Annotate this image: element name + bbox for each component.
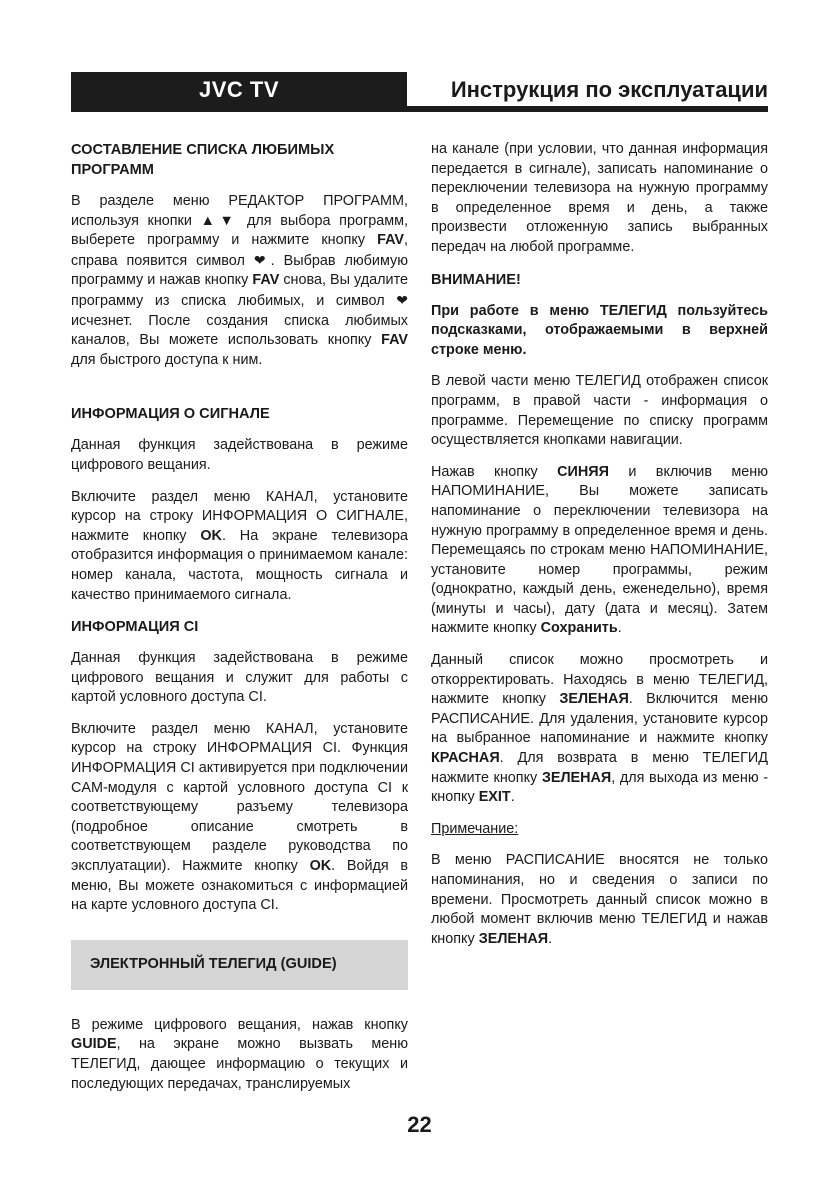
section-heading-guide: ЭЛЕКТРОННЫЙ ТЕЛЕГИД (GUIDE) [71,940,408,990]
favorites-paragraph: В разделе меню РЕДАКТОР ПРОГРАММ, используя кнопки ▲▼ для выбора программ, выберете программу и нажмите кнопку FAV, справа появится символ ❤. Выбрав любимую программу и нажав кнопку FAV снова, Вы удалите программу из списка любимых, и символ ❤ исчезнет. После создания списка любимых каналов, Вы можете использовать кнопку FAV для быстрого доступа к ним. [71,193,409,368]
reminder-paragraph: Нажав кнопку СИНЯЯ и включив меню НАПОМИНАНИЕ, Вы можете записать напоминание о переключении телевизора на нужную программу в определенное время и день. Перемещаясь по строкам меню НАПОМИНАНИЕ, установите номер программы, режим (однократно, каждый день, еженедельно), время (минуты и часы), дату (дата и месяц). Затем нажмите кнопку Сохранить. [431,463,768,637]
key-guide: GUIDE [71,1036,117,1053]
guide-continuation-paragraph: на канале (при условии, что данная информация передается в сигнале), записать напоминание о переключении телевизора на нужную программу в определенное время и день, а также произвести отложенную запись выбранных передач на любой программе. [431,141,768,255]
heart-icon: ❤ [396,291,408,308]
note-paragraph: В меню РАСПИСАНИЕ вносятся не только напоминания, но и сведения о записи по времени. Просмотреть данный список можно в любой момент включив меню ТЕЛЕГИД и нажав кнопку ЗЕЛЕНАЯ. [431,852,768,947]
key-fav: FAV [381,332,408,349]
section-heading-ci: ИНФОРМАЦИЯ CI [71,619,199,636]
guide-paragraph: В режиме цифрового вещания, нажав кнопку GUIDE, на экране можно вызвать меню ТЕЛЕГИД, дающее информацию о текущих и последующих передачах, транслируемых [71,1016,408,1092]
key-green: ЗЕЛЕНАЯ [478,930,549,947]
key-green: ЗЕЛЕНАЯ [541,769,612,786]
note-label: Примечание: [431,820,519,837]
signal-paragraph-2: Включите раздел меню КАНАЛ, установите курсор на строку ИНФОРМАЦИЯ О СИГНАЛЕ, нажмите кнопку OK. На экране телевизора отобразится информация о принимаемом канале: номер канала, частота, мощность сигнала и качество принимаемого сигнала. [71,488,408,603]
signal-paragraph-1: Данная функция задействована в режиме цифрового вещания. [71,437,408,473]
brand-title: JVC TV [71,72,407,112]
schedule-paragraph: Данный список можно просмотреть и откорректировать. Находясь в меню ТЕЛЕГИД, нажмите кнопку ЗЕЛЕНАЯ. Включится меню РАСПИСАНИЕ. Для удаления, установите курсор на выбранное напоминание и нажмите кнопку КРАСНАЯ. Для возврата в меню ТЕЛЕГИД нажмите кнопку ЗЕЛЕНАЯ, для выхода из меню - кнопку EXIT. [431,652,769,806]
warning-heading: ВНИМАНИЕ! [431,271,521,288]
key-ok: OK [309,858,332,875]
arrow-up-down-icon: ▲▼ [200,212,239,229]
section-heading-signal: ИНФОРМАЦИЯ О СИГНАЛЕ [71,406,270,423]
key-red: КРАСНАЯ [431,750,500,767]
program-list-paragraph: В левой части меню ТЕЛЕГИД отображен список программ, в правой части - информация о программе. Перемещение по списку программ осуществляется кнопками навигации. [431,373,768,449]
right-column [431,140,768,961]
page-number: 22 [407,1112,432,1137]
ci-paragraph-2: Включите раздел меню КАНАЛ, установите курсор на строку ИНФОРМАЦИЯ CI. Функция ИНФОРМАЦИЯ CI активируется при подключении CAM-модуля с картой условного доступа CI к соответствующему разъему телевизора (подробное описание смотреть в соответствующем разделе руководства по эксплуатации). Нажмите кнопку OK. Войдя в меню, Вы можете ознакомиться с информацией на карте условного доступа CI. [71,720,408,914]
key-fav: FAV [252,272,280,289]
heart-icon: ❤ [253,251,271,268]
left-column [71,140,408,1106]
header-rule [407,106,768,112]
key-exit: EXIT [478,789,511,806]
key-save: Сохранить [540,620,618,637]
key-green: ЗЕЛЕНАЯ [559,691,629,708]
ci-paragraph-1: Данная функция задействована в режиме цифрового вещания и служит для работы с картой условного доступа CI. [71,650,408,706]
warning-text: При работе в меню ТЕЛЕГИД пользуйтесь подсказками, отображаемыми в верхней строке меню. [431,302,768,358]
page-header [71,72,768,112]
key-blue: СИНЯЯ [557,463,609,480]
key-ok: OK [200,527,222,544]
section-heading-favorites: СОСТАВЛЕНИЕ СПИСКА ЛЮБИМЫХ ПРОГРАММ [71,142,335,178]
key-fav: FAV [377,232,405,249]
document-title: Инструкция по эксплуатации [450,77,768,102]
